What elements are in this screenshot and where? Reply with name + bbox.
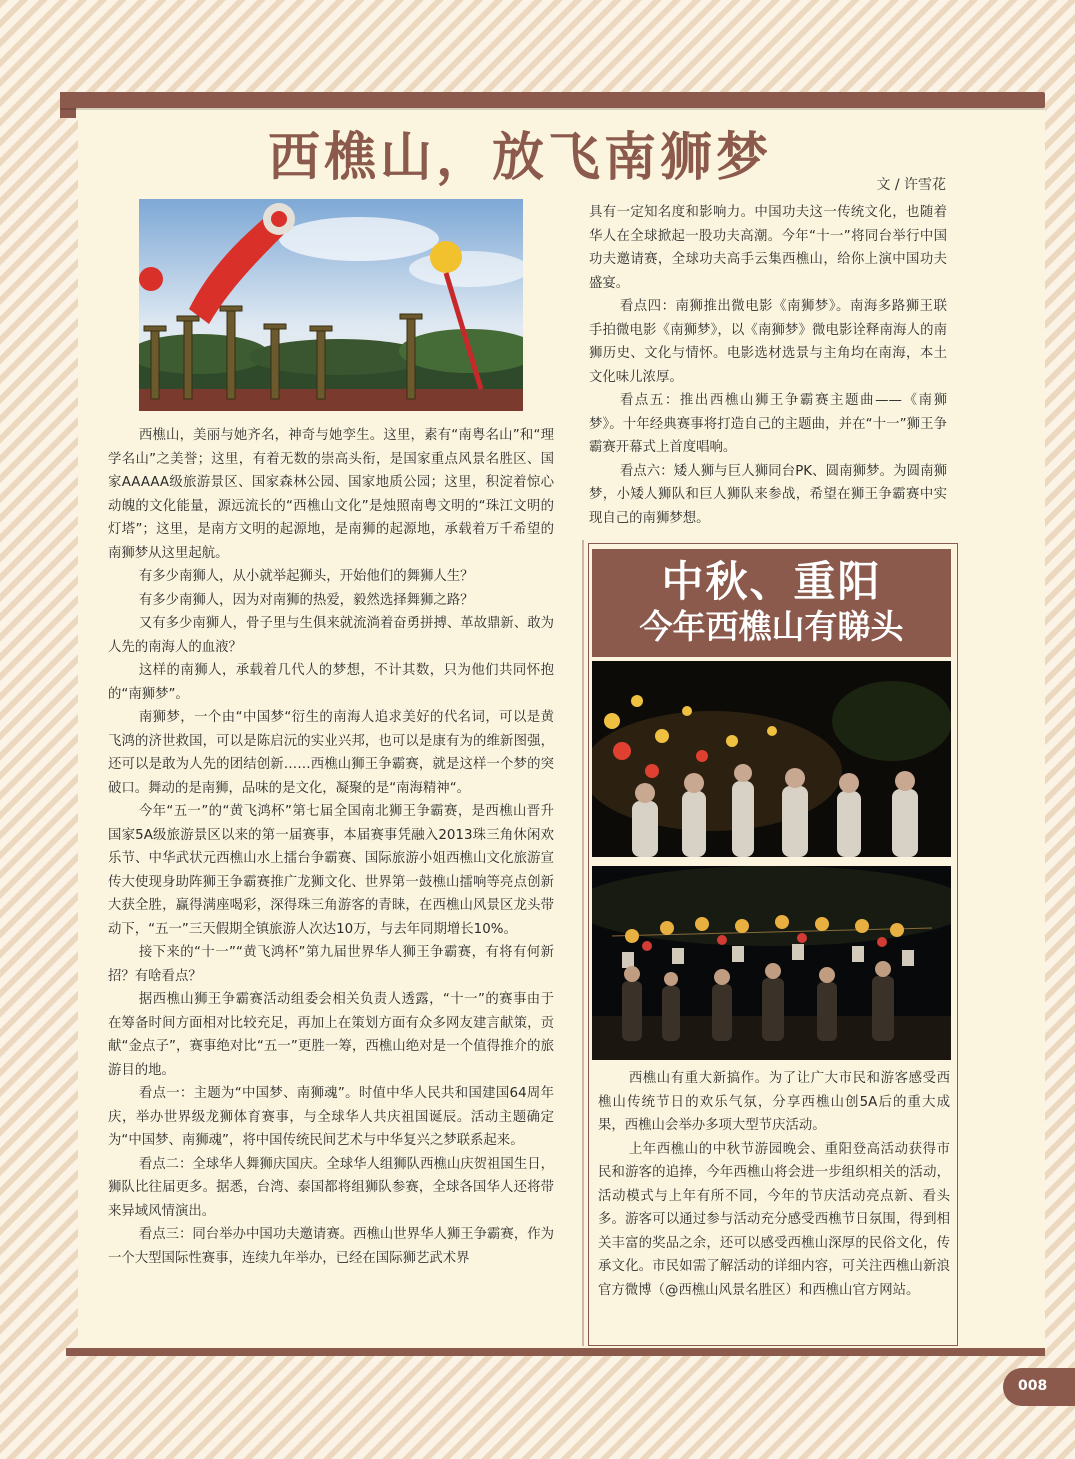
paragraph: 据西樵山狮王争霸赛活动组委会相关负责人透露，“十一”的赛事由于在筹备时间方面相对比较充足，再加上在策划方面有众多网友建言献策，贡献“金点子”，赛事绝对比“五一”更胜一筹，西樵山绝对是一个值得推介的旅游目的地。 (108, 992, 554, 1078)
sidebar-title-line2: 今年西樵山有睇头 (639, 607, 904, 646)
paragraph: 这样的南狮人，承载着几代人的梦想，不计其数，只为他们共同怀抱的“南狮梦”。 (108, 663, 554, 702)
paragraph: 接下来的“十一”“黄飞鸿杯”第九届世界华人狮王争霸赛，有将有何新招？有啥看点？ (108, 945, 554, 984)
paragraph: 看点四：南狮推出微电影《南狮梦》。南海多路狮王联手拍微电影《南狮梦》，以《南狮梦》微电影诠释南海人的南狮历史、文化与情怀。电影选材选景与主角均在南海，本土文化味儿浓厚。 (589, 299, 947, 385)
night-festival-photo-1 (592, 661, 951, 857)
paragraph: 西樵山，美丽与她齐名，神奇与她孪生。这里，素有“南粤名山”和“理学名山”之美誉；这里，有着无数的崇高头衔，是国家重点风景名胜区、国家AAAAA级旅游景区、国家森林公园、国家地质公园；这里，积淀着惊心动魄的文化能量，源远流长的“西樵山文化”是烛照南粤文明的“珠江文明的灯塔”；这里，是南方文明的起源地，是南狮的起源地，承载着万千希望的南狮梦从这里起航。 (108, 428, 554, 561)
article-byline: 文 / 许雪花 (876, 177, 946, 193)
paragraph: 又有多少南狮人，骨子里与生俱来就流淌着奋勇拼搏、革故鼎新、敢为人先的南海人的血液？ (108, 616, 554, 655)
paragraph: 看点五：推出西樵山狮王争霸赛主题曲——《南狮梦》。十年经典赛事将打造自己的主题曲，并在“十一”狮王争霸赛开幕式上首度唱响。 (589, 393, 947, 455)
article-title: 西樵山，放飞南狮梦 (267, 127, 772, 188)
paragraph: 今年“五一”的“黄飞鸿杯”第七届全国南北狮王争霸赛，是西樵山晋升国家5A级旅游景区以来的第一届赛事，本届赛事凭融入2013珠三角休闲欢乐节、中华武状元西樵山水上擂台争霸赛、国际旅游小姐西樵山文化旅游宣传大使现身助阵狮王争霸赛推广龙狮文化、世界第一鼓樵山擂响等亮点创新大获全胜，赢得满座喝彩，深得珠三角游客的青睐，在西樵山风景区龙头带动下，“五一”三天假期全镇旅游人次达10万，与去年同期增长10%。 (108, 804, 554, 937)
paragraph: 西樵山有重大新搞作。为了让广大市民和游客感受西樵山传统节日的欢乐气氛，分享西樵山创5A后的重大成果，西樵山会举办多项大型节庆活动。 (598, 1071, 950, 1133)
paragraph: 有多少南狮人，从小就举起狮头，开始他们的舞狮人生？ (138, 569, 474, 584)
paragraph: 看点六：矮人狮与巨人狮同台PK、圆南狮梦。为圆南狮梦，小矮人狮队和巨人狮队来参战，希望在狮王争霸赛中实现自己的南狮梦想。 (589, 463, 947, 526)
sidebar-title-line1: 中秋、重阳 (661, 557, 882, 606)
paragraph: 上年西樵山的中秋节游园晚会、重阳登高活动获得市民和游客的追捧，今年西樵山将会进一步组织相关的活动，活动模式与上年有所不同，今年的节庆活动亮点新、看头多。游客可以通过参与活动充分感受西樵节日氛围，得到相关丰富的奖品之余，还可以感受西樵山深厚的民俗文化，传承文化。市民如需了解活动的详细内容，可关注西樵山新浪官方微博（@西樵山风景名胜区）和西樵山官方网站。 (598, 1141, 950, 1298)
paragraph: 看点一：主题为“中国梦、南狮魂”。时值中华人民共和国建国64周年庆，举办世界级龙狮体育赛事，与全球华人共庆祖国诞辰。活动主题确定为“中国梦、南狮魂”，将中国传统民间艺术与中华复兴之梦联系起来。 (108, 1086, 554, 1148)
night-festival-photo-2 (592, 866, 951, 1060)
paragraph: 南狮梦，一个由“中国梦“衍生的南海人追求美好的代名词，可以是黄飞鸿的济世救国，可以是陈启沅的实业兴邦，也可以是康有为的维新图强，还可以是敢为人先的团结创新……西樵山狮王争霸赛，就是这样一个梦的突破口。舞动的是南狮，品味的是文化，凝聚的是“南海精神“。 (108, 710, 554, 796)
page-number: 008 (1018, 1378, 1048, 1394)
paragraph: 有多少南狮人，因为对南狮的热爱，毅然选择舞狮之路？ (138, 592, 474, 608)
frame-bottom-bar (66, 1348, 1045, 1356)
article-body-left (108, 424, 554, 1270)
sidebar-body (598, 1067, 950, 1302)
paragraph: 看点三：同台举办中国功夫邀请赛。西樵山世界华人狮王争霸赛，作为一个大型国际性赛事，连续九年举办，已经在国际狮艺武术界 (108, 1227, 554, 1266)
column-divider (582, 540, 584, 1346)
paragraph: 看点二：全球华人舞狮庆国庆。全球华人组狮队西樵山庆贺祖国生日，狮队比往届更多。据悉，台湾、泰国都将组狮队参赛，全球各国华人还将带来异域风情演出。 (108, 1156, 554, 1219)
article-body-right (589, 201, 947, 530)
frame-top-bar (60, 92, 1045, 108)
sidebar-heading (592, 549, 951, 657)
lion-dance-photo (139, 199, 523, 411)
paragraph: 具有一定知名度和影响力。中国功夫这一传统文化，也随着华人在全球掀起一股功夫高潮。今年“十一”将同台举行中国功夫邀请赛，全球功夫高手云集西樵山，给你上演中国功夫盛宴。 (589, 205, 947, 291)
